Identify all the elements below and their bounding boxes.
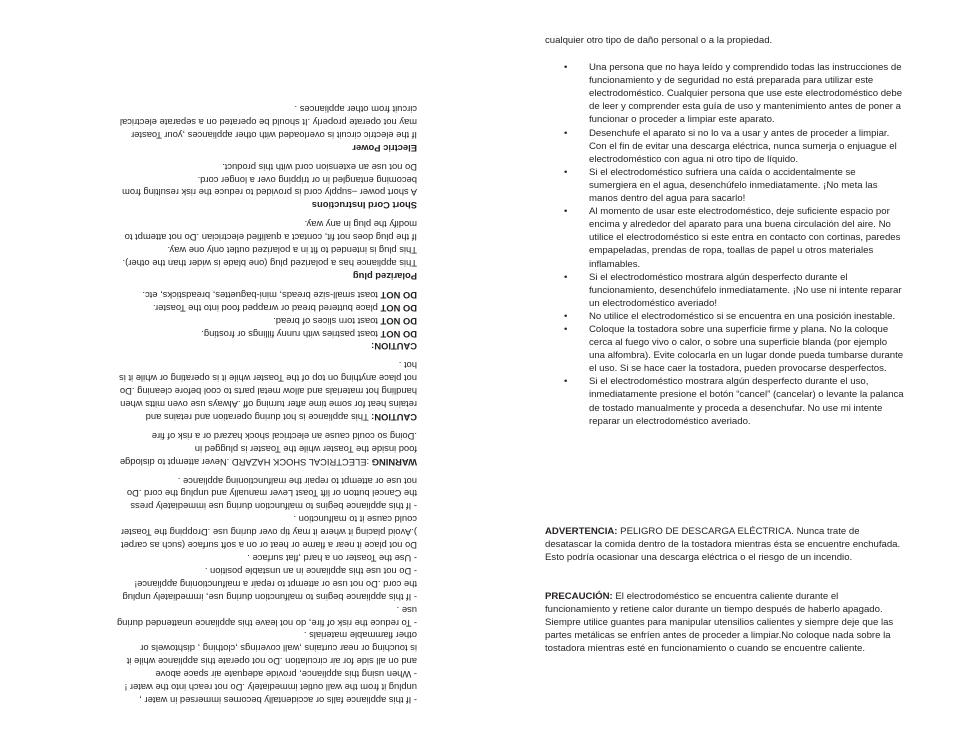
list-item-text: Al momento de usar este electrodoméstico, deje suficiente espacio por encima y alrededor del aparato para una buena circulación del aire. No utilice el electrodoméstico si este entra en contacto con cortinas, paredes empapeladas, prendas de ropa, toallas de papel u otros materiales inflamables. xyxy=(589,206,901,270)
list-item xyxy=(545,127,905,166)
polarized-plug-heading: Polarized plug xyxy=(352,270,417,282)
list-item-text: Si el electrodoméstico mostrara algún desperfecto durante el funcionamiento, desenchúfelo inmediatamente. ¡No use ni intente reparar un electrodoméstico averiado! xyxy=(589,271,902,309)
bullet-dot: • xyxy=(564,376,568,388)
list-item xyxy=(545,310,905,323)
bullet-unattended: - To reduce the risk of fire, do not leave this appliance unattended during use . xyxy=(116,604,417,629)
precaucion-paragraph xyxy=(545,590,905,655)
bullet-air-space: - When using this appliance, provide adequate air space above and on all side for air circulation .Do not operate this appliance while it is touching or near curtains ,wall coverings ,clothing , dishtowels or other flammable materials . xyxy=(126,630,417,681)
list-item xyxy=(545,166,905,205)
bullet-flame-heat: Do not place it near a flame or heat or on a soft surface (such as carpet ).Avoid placing it where it may tip over during use .Dropping the Toaster could cause it to malfunction . xyxy=(120,514,417,552)
bullet-unstable: - Do not use this appliance in an unstable position . xyxy=(204,565,417,577)
electric-power-heading: Electric Power xyxy=(352,142,417,154)
do-not-item xyxy=(55,327,417,340)
advertencia-text: PELIGRO DE DESCARGA ELÉCTRICA. Nunca trate de desatascar la comida dentro de la tostadora mientras ésta se encuentre enchufada. Esto podría ocasionar una descarga eléctrica o el riesgo de un incendio. xyxy=(545,525,901,563)
bullet-immersion: - If this appliance falls or accidentally becomes immersed in water , unplug it from the wall outlet immediately .Do not reach into the water ! xyxy=(124,682,417,706)
list-item-text: Desenchufe el aparato si no lo va a usar y antes de proceder a limpiar. Con el fin de evitar una descarga eléctrica, nunca sumerja o enjuague el electrodoméstico con agua ni otro tipo de líquido. xyxy=(589,127,897,165)
list-item-text: Coloque la tostadora sobre una superficie firme y plana. No la coloque cerca al fuego vivo o calor, o sobre una superficie blanda (por ejemplo una alfombra). Evite colocarla en un lugar donde pueda tumbarse durante el uso. Si se hace caer la tostadora, pueden provocarse desperfectos. xyxy=(589,323,904,375)
precaucion-text: El electrodoméstico se encuentra caliente durante el funcionamiento y retiene calor durante un tiempo después de haberlo apagado. Siempre utilice guantes para manipular utensilios calientes y siempre deje que las partes metálicas se enfríen antes de proceder a limpiar.No coloque nada sobre la tostadora mientras esté en funcionamiento o cuando se encuentre caliente. xyxy=(545,590,894,654)
bullet-dot: • xyxy=(564,271,568,283)
caution-heading: CAUTION: xyxy=(371,341,417,353)
spanish-safety-column xyxy=(545,34,905,428)
advertencia-paragraph xyxy=(545,525,905,564)
list-item xyxy=(545,61,905,126)
bullet-cancel-button: - If this appliance begins to malfunction during use immediately press the Cancel button or lift Toast Lever manually and unplug the cord .Do not use or attempt to repair the malfunctioning appliance . xyxy=(126,475,417,513)
bullet-flat-surface: - Use the Toaster on a hard ,flat surface . xyxy=(247,553,417,565)
safety-bullet-list xyxy=(545,61,905,428)
list-item-text: Si el electrodoméstico mostrara algún desperfecto durante el uso, inmediatamente presione el botón “cancel” (cancelar) o levante la palanca de tostado manualmente y proceda a desenchufar. No use mi intente reparar un electrodoméstico averiado. xyxy=(589,376,904,427)
list-item-text: Si el electrodoméstico sufriera una caída o accidentalmente se sumergiera en el agua, desenchúfelo inmediatamente. ¡No meta las manos dentro del agua para sacarlo! xyxy=(589,166,878,205)
do-not-text: place buttered bread or wrapped food into the Toaster. xyxy=(152,302,381,314)
warning-label: WARNING xyxy=(371,456,417,468)
warning-paragraph xyxy=(55,429,417,468)
do-not-label: DO NOT xyxy=(380,315,417,327)
bullet-dot: • xyxy=(564,323,568,335)
list-item xyxy=(545,205,905,270)
bullet-dot: • xyxy=(564,166,568,178)
list-item xyxy=(545,323,905,375)
bullet-dot: • xyxy=(564,310,568,322)
do-not-label: DO NOT xyxy=(380,328,417,340)
caution-paragraph xyxy=(55,358,417,423)
do-not-text: toast torn slices of bread. xyxy=(273,315,381,327)
bullet-malfunction-unplug: - If this appliance begins to malfunction during use, immediately unplug the cord .Do not use or attempt to repair a malfunctioning appliance! xyxy=(122,578,417,603)
bullet-dot: • xyxy=(564,127,568,139)
electric-power-text: If the electric circuit is overloaded with other appliances ,your Toaster may not operate properly .It should be operated on a separate electrical circuit from other appliances . xyxy=(119,104,417,141)
short-cord-text: A short power –supply cord is provided to reduce the risk resulting from becoming entangled in or tripping over a longer cord. Do not use an extension cord with this product. xyxy=(122,161,417,199)
caution-text: This appliance is hot during operation and retains and retains heat for some time after turning off .Always use oven mitts when handling hot materials and allow metal parts to cool before cleaning .Do not place anything on top of the Toaster while it is operating or while it is hot . xyxy=(119,360,417,423)
do-not-item xyxy=(55,314,417,327)
bullet-dot: • xyxy=(564,206,568,218)
list-item xyxy=(545,271,905,310)
advertencia-label: ADVERTENCIA: xyxy=(545,525,618,537)
bullet-dot: • xyxy=(564,62,568,74)
do-not-label: DO NOT xyxy=(380,302,417,314)
warning-text: :ELECTRICAL SHOCK HAZARD .Never attempt to dislodge food inside the Toaster while the Toaster is plugged in .Doing so could cause an electrical shock hazard or a risk of fire xyxy=(119,430,417,468)
right-page-spanish xyxy=(477,0,954,738)
list-item-text: No utilice el electrodoméstico si se encuentra en una posición inestable. xyxy=(589,310,896,322)
intro-line: cualquier otro tipo de daño personal o a la propiedad. xyxy=(545,35,773,46)
list-item-text: Una persona que no haya leído y comprendido todas las instrucciones de funcionamiento y de seguridad no está preparada para utilizar este electrodoméstico. Cualquier persona que use este electrodoméstico debe de leer y comprender esta guía de uso y mantenimiento antes de poner a funcionar o proceder a limpiar este aparato. xyxy=(589,62,903,126)
polarized-plug-text: This appliance has a polarized plug (one blade is wider than the other). This plug is intended to fit in a polarized outlet only one way. If the plug does not fit, contact a qualified electrician .Do not attempt to modify the plug in any way. xyxy=(122,219,417,269)
do-not-item xyxy=(55,301,417,314)
caution-label: CAUTION: xyxy=(371,411,417,423)
do-not-text: toast small-size breads, mini-baguettes, breadsticks, etc. xyxy=(142,289,381,301)
do-not-text: toast pastries with runny fillings or frosting. xyxy=(201,328,381,340)
list-item xyxy=(545,375,905,427)
do-not-item xyxy=(55,288,417,301)
do-not-label: DO NOT xyxy=(380,289,417,301)
short-cord-heading: Short Cord Instructions xyxy=(311,200,417,212)
english-safety-column xyxy=(55,102,417,706)
precaucion-label: PRECAUCIÓN: xyxy=(545,590,613,602)
